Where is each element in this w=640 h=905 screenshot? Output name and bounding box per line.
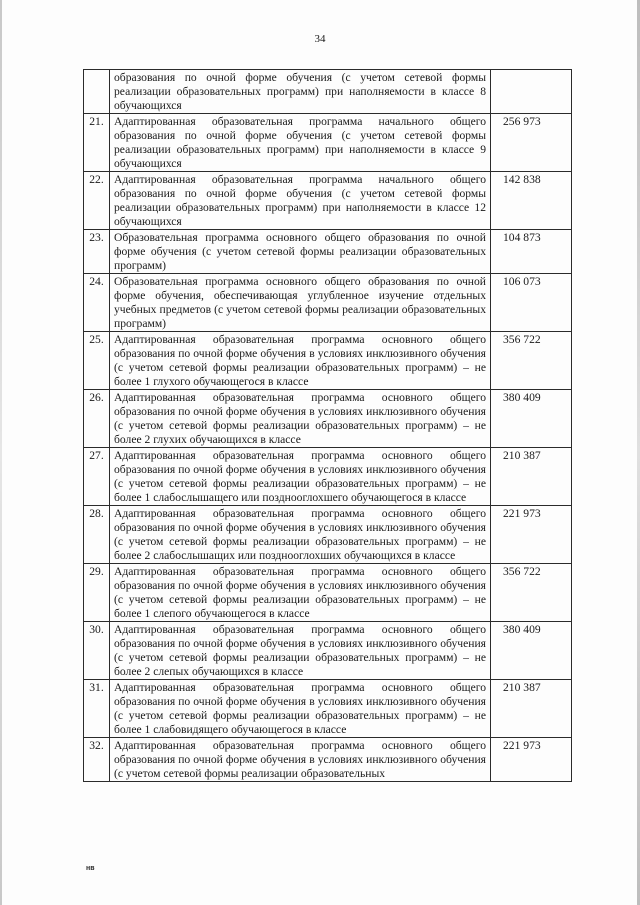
program-description: Адаптированная образовательная программа основного общего образования по очной форме обучения в условиях инклюзивного обучения (с учетом сетевой формы реализации образовательных программ) – не более 2 слабослышащих или позднооглохших обучающихся в классе (110, 506, 491, 564)
program-cost: 256 973 (491, 114, 572, 172)
program-cost: 142 838 (491, 172, 572, 230)
program-description: Адаптированная образовательная программа основного общего образования по очной форме обучения в условиях инклюзивного обучения (с учетом сетевой формы реализации образовательных программ) – не более 1 слабослышащего или позднооглохшего обучающегося в классе (110, 448, 491, 506)
program-cost: 210 387 (491, 680, 572, 738)
table-row (84, 230, 572, 274)
row-number: 29. (84, 564, 110, 622)
row-number (84, 70, 110, 114)
table-row (84, 274, 572, 332)
row-number: 25. (84, 332, 110, 390)
table-row (84, 70, 572, 114)
price-table (83, 69, 572, 782)
table-row (84, 390, 572, 448)
program-description: образования по очной форме обучения (с учетом сетевой формы реализации образовательных программ) при наполняемости в классе 8 обучающихся (110, 70, 491, 114)
row-number: 27. (84, 448, 110, 506)
program-description: Адаптированная образовательная программа основного общего образования по очной форме обучения в условиях инклюзивного обучения (с учетом сетевой формы реализации образовательных программ) – не более 1 глухого обучающегося в классе (110, 332, 491, 390)
program-cost: 356 722 (491, 332, 572, 390)
row-number: 31. (84, 680, 110, 738)
row-number: 23. (84, 230, 110, 274)
table-row (84, 172, 572, 230)
row-number: 30. (84, 622, 110, 680)
program-cost: 356 722 (491, 564, 572, 622)
program-cost: 104 873 (491, 230, 572, 274)
program-cost: 210 387 (491, 448, 572, 506)
row-number: 24. (84, 274, 110, 332)
table-row (84, 448, 572, 506)
program-description: Адаптированная образовательная программа основного общего образования по очной форме обучения в условиях инклюзивного обучения (с учетом сетевой формы реализации образовательных программ) – не более 2 глухих обучающихся в классе (110, 390, 491, 448)
table-row (84, 114, 572, 172)
table-row (84, 622, 572, 680)
page-number: 34 (314, 33, 326, 45)
table-body (84, 70, 572, 782)
scan-edge-left (0, 0, 2, 905)
program-description: Адаптированная образовательная программа начального общего образования по очной форме обучения (с учетом сетевой формы реализации образовательных программ) при наполняемости в классе 9 обучающихся (110, 114, 491, 172)
program-description: Образовательная программа основного общего образования по очной форме обучения, обеспечивающая углубленное изучение отдельных учебных предметов (с учетом сетевой формы реализации образовательных программ) (110, 274, 491, 332)
program-cost: 221 973 (491, 506, 572, 564)
program-description: Адаптированная образовательная программа основного общего образования по очной форме обучения в условиях инклюзивного обучения (с учетом сетевой формы реализации образовательных (110, 738, 491, 782)
program-description: Адаптированная образовательная программа основного общего образования по очной форме обучения в условиях инклюзивного обучения (с учетом сетевой формы реализации образовательных программ) – не более 1 слабовидящего обучающегося в классе (110, 680, 491, 738)
program-cost: 380 409 (491, 622, 572, 680)
program-description: Образовательная программа основного общего образования по очной форме обучения (с учетом сетевой формы реализации образовательных программ) (110, 230, 491, 274)
program-cost (491, 70, 572, 114)
table-row (84, 680, 572, 738)
footer-mark: нв (86, 865, 95, 872)
program-description: Адаптированная образовательная программа основного общего образования по очной форме обучения в условиях инклюзивного обучения (с учетом сетевой формы реализации образовательных программ) – не более 1 слепого обучающегося в классе (110, 564, 491, 622)
row-number: 28. (84, 506, 110, 564)
row-number: 26. (84, 390, 110, 448)
row-number: 32. (84, 738, 110, 782)
table-row (84, 738, 572, 782)
program-cost: 106 073 (491, 274, 572, 332)
program-description: Адаптированная образовательная программа начального общего образования по очной форме обучения (с учетом сетевой формы реализации образовательных программ) при наполняемости в классе 12 обучающихся (110, 172, 491, 230)
program-cost: 221 973 (491, 738, 572, 782)
table-row (84, 564, 572, 622)
row-number: 22. (84, 172, 110, 230)
table-row (84, 332, 572, 390)
row-number: 21. (84, 114, 110, 172)
program-description: Адаптированная образовательная программа основного общего образования по очной форме обучения в условиях инклюзивного обучения (с учетом сетевой формы реализации образовательных программ) – не более 2 слепых обучающихся в классе (110, 622, 491, 680)
table-row (84, 506, 572, 564)
program-cost: 380 409 (491, 390, 572, 448)
